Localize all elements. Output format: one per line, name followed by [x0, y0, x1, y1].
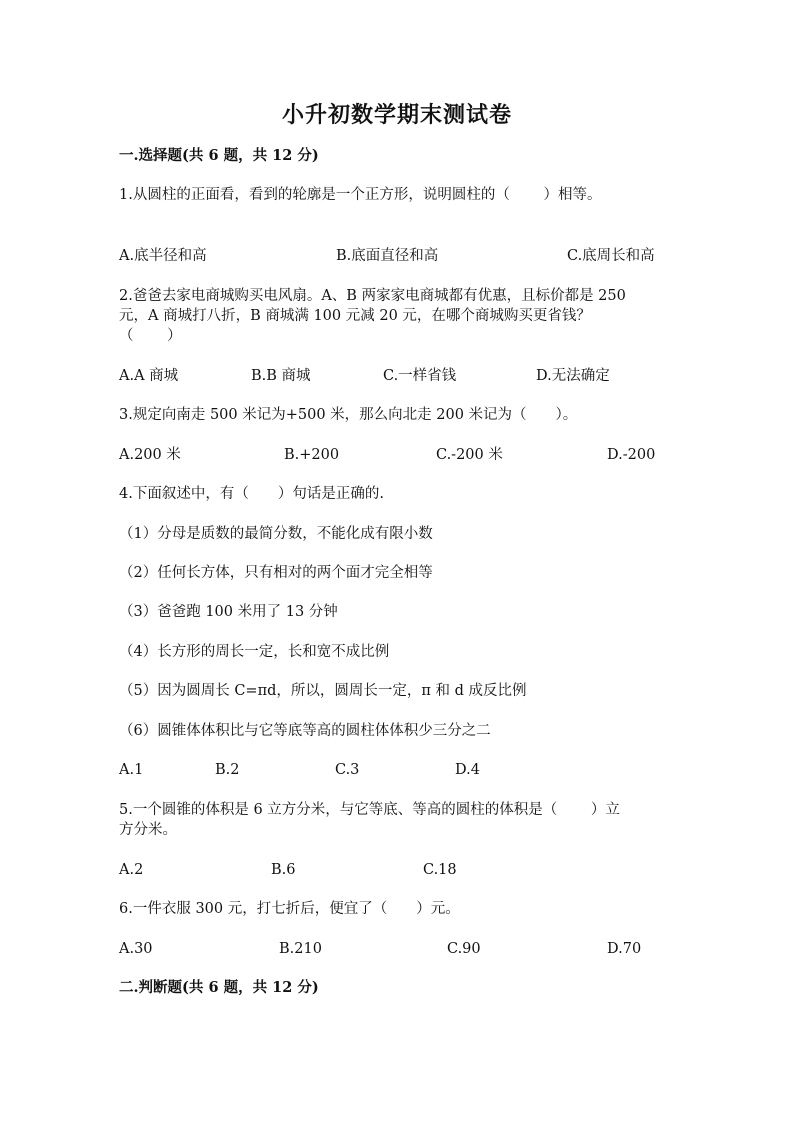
question-4-option-b: B.2 [215, 762, 240, 778]
question-4-statement-5: （5）因为圆周长 C=πd，所以，圆周长一定，π 和 d 成反比例 [119, 683, 527, 699]
question-4-statement-4: （4）长方形的周长一定，长和宽不成比例 [119, 644, 390, 660]
question-5-option-c: C.18 [423, 862, 457, 878]
section-heading-choice: 一.选择题(共 6 题，共 12 分) [119, 147, 319, 164]
question-4-statement-1: （1）分母是质数的最简分数，不能化成有限小数 [119, 526, 433, 542]
question-6-option-a: A.30 [119, 941, 153, 957]
question-4-stem: 4.下面叙述中，有（ ）句话是正确的. [119, 486, 384, 502]
question-6-option-d: D.70 [607, 941, 642, 957]
question-1-stem: 1.从圆柱的正面看，看到的轮廓是一个正方形，说明圆柱的（ ）相等。 [119, 187, 602, 203]
question-2-option-a: A.A 商城 [119, 368, 179, 384]
question-5-stem-line-1: 5.一个圆锥的体积是 6 立方分米，与它等底、等高的圆柱的体积是（ ）立 [119, 802, 620, 818]
question-5-stem-line-2: 方分米。 [119, 822, 177, 838]
question-3-stem: 3.规定向南走 500 米记为+500 米，那么向北走 200 米记为（ ）。 [119, 407, 578, 423]
question-1-option-c: C.底周长和高 [567, 248, 655, 264]
question-3-option-d: D.-200 [607, 447, 656, 463]
question-2-stem-line-2: 元，A 商城打八折，B 商城满 100 元减 20 元，在哪个商城购买更省钱？ [119, 308, 591, 324]
question-4-option-c: C.3 [335, 762, 360, 778]
question-6-option-b: B.210 [279, 941, 322, 957]
question-5-option-a: A.2 [119, 862, 144, 878]
question-3-option-a: A.200 米 [119, 447, 181, 463]
section-heading-true-false: 二.判断题(共 6 题，共 12 分) [119, 979, 319, 996]
question-4-option-a: A.1 [119, 762, 144, 778]
question-1-option-b: B.底面直径和高 [336, 248, 439, 264]
question-4-statement-6: （6）圆锥体体积比与它等底等高的圆柱体体积少三分之二 [119, 723, 491, 739]
question-3-option-b: B.+200 [284, 447, 340, 463]
question-2-option-b: B.B 商城 [251, 368, 311, 384]
question-5-option-b: B.6 [271, 862, 296, 878]
question-4-statement-3: （3）爸爸跑 100 米用了 13 分钟 [119, 604, 338, 620]
question-6-stem: 6.一件衣服 300 元，打七折后，便宜了（ ）元。 [119, 901, 460, 917]
question-6-option-c: C.90 [447, 941, 481, 957]
page-title: 小升初数学期末测试卷 [281, 102, 512, 128]
question-2-stem-line-3: （ ） [119, 328, 182, 344]
question-2-option-d: D.无法确定 [536, 368, 610, 384]
question-4-statement-2: （2）任何长方体，只有相对的两个面才完全相等 [119, 565, 433, 581]
question-3-option-c: C.-200 米 [436, 447, 503, 463]
question-2-option-c: C.一样省钱 [383, 368, 457, 384]
question-2-stem-line-1: 2.爸爸去家电商城购买电风扇。A、B 两家家电商城都有优惠，且标价都是 250 [119, 288, 626, 304]
question-1-option-a: A.底半径和高 [119, 248, 207, 264]
question-4-option-d: D.4 [455, 762, 480, 778]
